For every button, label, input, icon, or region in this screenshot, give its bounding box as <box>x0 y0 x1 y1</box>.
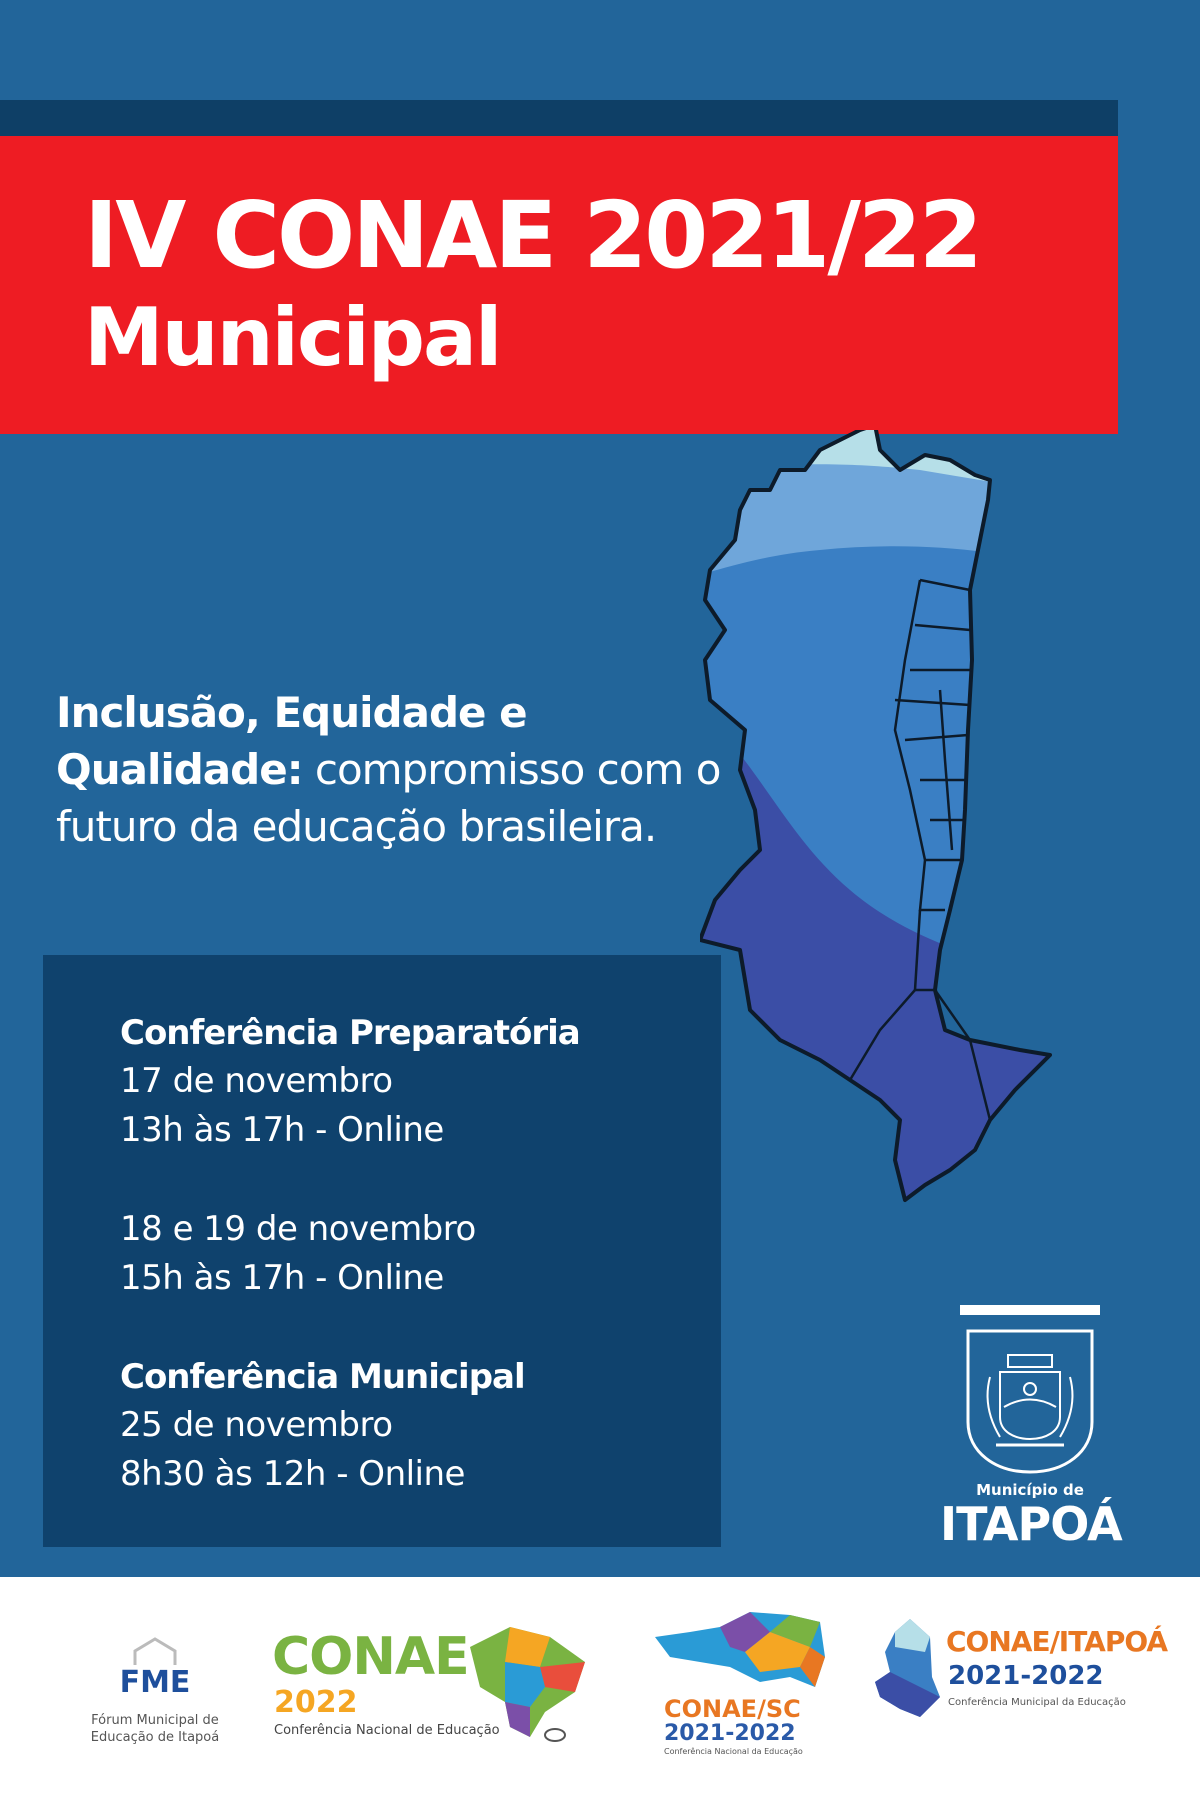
preparatory-date-1: 17 de novembro <box>120 1061 393 1101</box>
theme-statement <box>56 684 736 855</box>
fme-house-icon <box>125 1637 185 1667</box>
conae-itapoa-title: CONAE/ITAPOÁ <box>946 1625 1168 1658</box>
conae-sc-title: CONAE/SC <box>664 1695 801 1723</box>
conae-2022-sub: Conferência Nacional de Educação <box>274 1723 500 1738</box>
municipal-date: 25 de novembro <box>120 1405 393 1445</box>
municipal-group <box>120 1353 721 1499</box>
preparatory-time-1: 13h às 17h - Online <box>120 1110 444 1150</box>
conae-2022-logo <box>270 1607 610 1767</box>
footer <box>0 1577 1200 1800</box>
logo-small-text: Município de <box>976 1481 1084 1499</box>
preparatory-time-2: 15h às 17h - Online <box>120 1258 444 1298</box>
conae-2022-year: 2022 <box>274 1685 358 1720</box>
fme-sub-2: Educação de Itapoá <box>90 1730 220 1745</box>
itapoa-logo <box>940 1305 1122 1551</box>
logo-big-text: ITAPOÁ <box>940 1497 1122 1551</box>
conae-sc-year: 2021-2022 <box>664 1721 796 1746</box>
top-stripe <box>0 100 1118 136</box>
sc-map-icon <box>650 1607 830 1697</box>
schedule-box <box>43 955 721 1547</box>
preparatory-heading: Conferência Preparatória <box>120 1013 580 1053</box>
title-sub: Municipal <box>84 291 501 384</box>
preparatory-group <box>120 1009 721 1155</box>
conae-sc-logo <box>650 1607 840 1767</box>
title-main: IV CONAE 2021/22 <box>84 182 980 289</box>
theme-rest: compromisso com o futuro da educação brasileira. <box>56 745 721 851</box>
municipal-heading: Conferência Municipal <box>120 1357 525 1397</box>
itapoa-mini-map-icon <box>870 1617 950 1727</box>
title-banner <box>0 136 1118 434</box>
conae-itapoa-logo <box>870 1617 1190 1767</box>
itapoa-map-illustration <box>700 430 1180 1300</box>
fme-logo <box>70 1637 240 1746</box>
crest-icon <box>960 1327 1100 1477</box>
conae-itapoa-sub: Conferência Municipal da Educação <box>948 1697 1126 1708</box>
conae-itapoa-year: 2021-2022 <box>948 1661 1104 1691</box>
fme-sub-1: Fórum Municipal de <box>91 1713 219 1728</box>
preparatory-date-2: 18 e 19 de novembro <box>120 1209 476 1249</box>
conae-2022-word: CONAE <box>272 1627 469 1687</box>
logo-bar <box>960 1305 1100 1315</box>
brazil-map-icon <box>450 1617 600 1747</box>
theme-bold: Inclusão, Equidade e Qualidade: <box>56 688 527 794</box>
conae-sc-sub: Conferência Nacional da Educação <box>664 1747 803 1756</box>
municipal-time: 8h30 às 12h - Online <box>120 1454 465 1494</box>
fme-title: FME <box>119 1665 191 1700</box>
preparatory-group-2 <box>120 1205 721 1303</box>
